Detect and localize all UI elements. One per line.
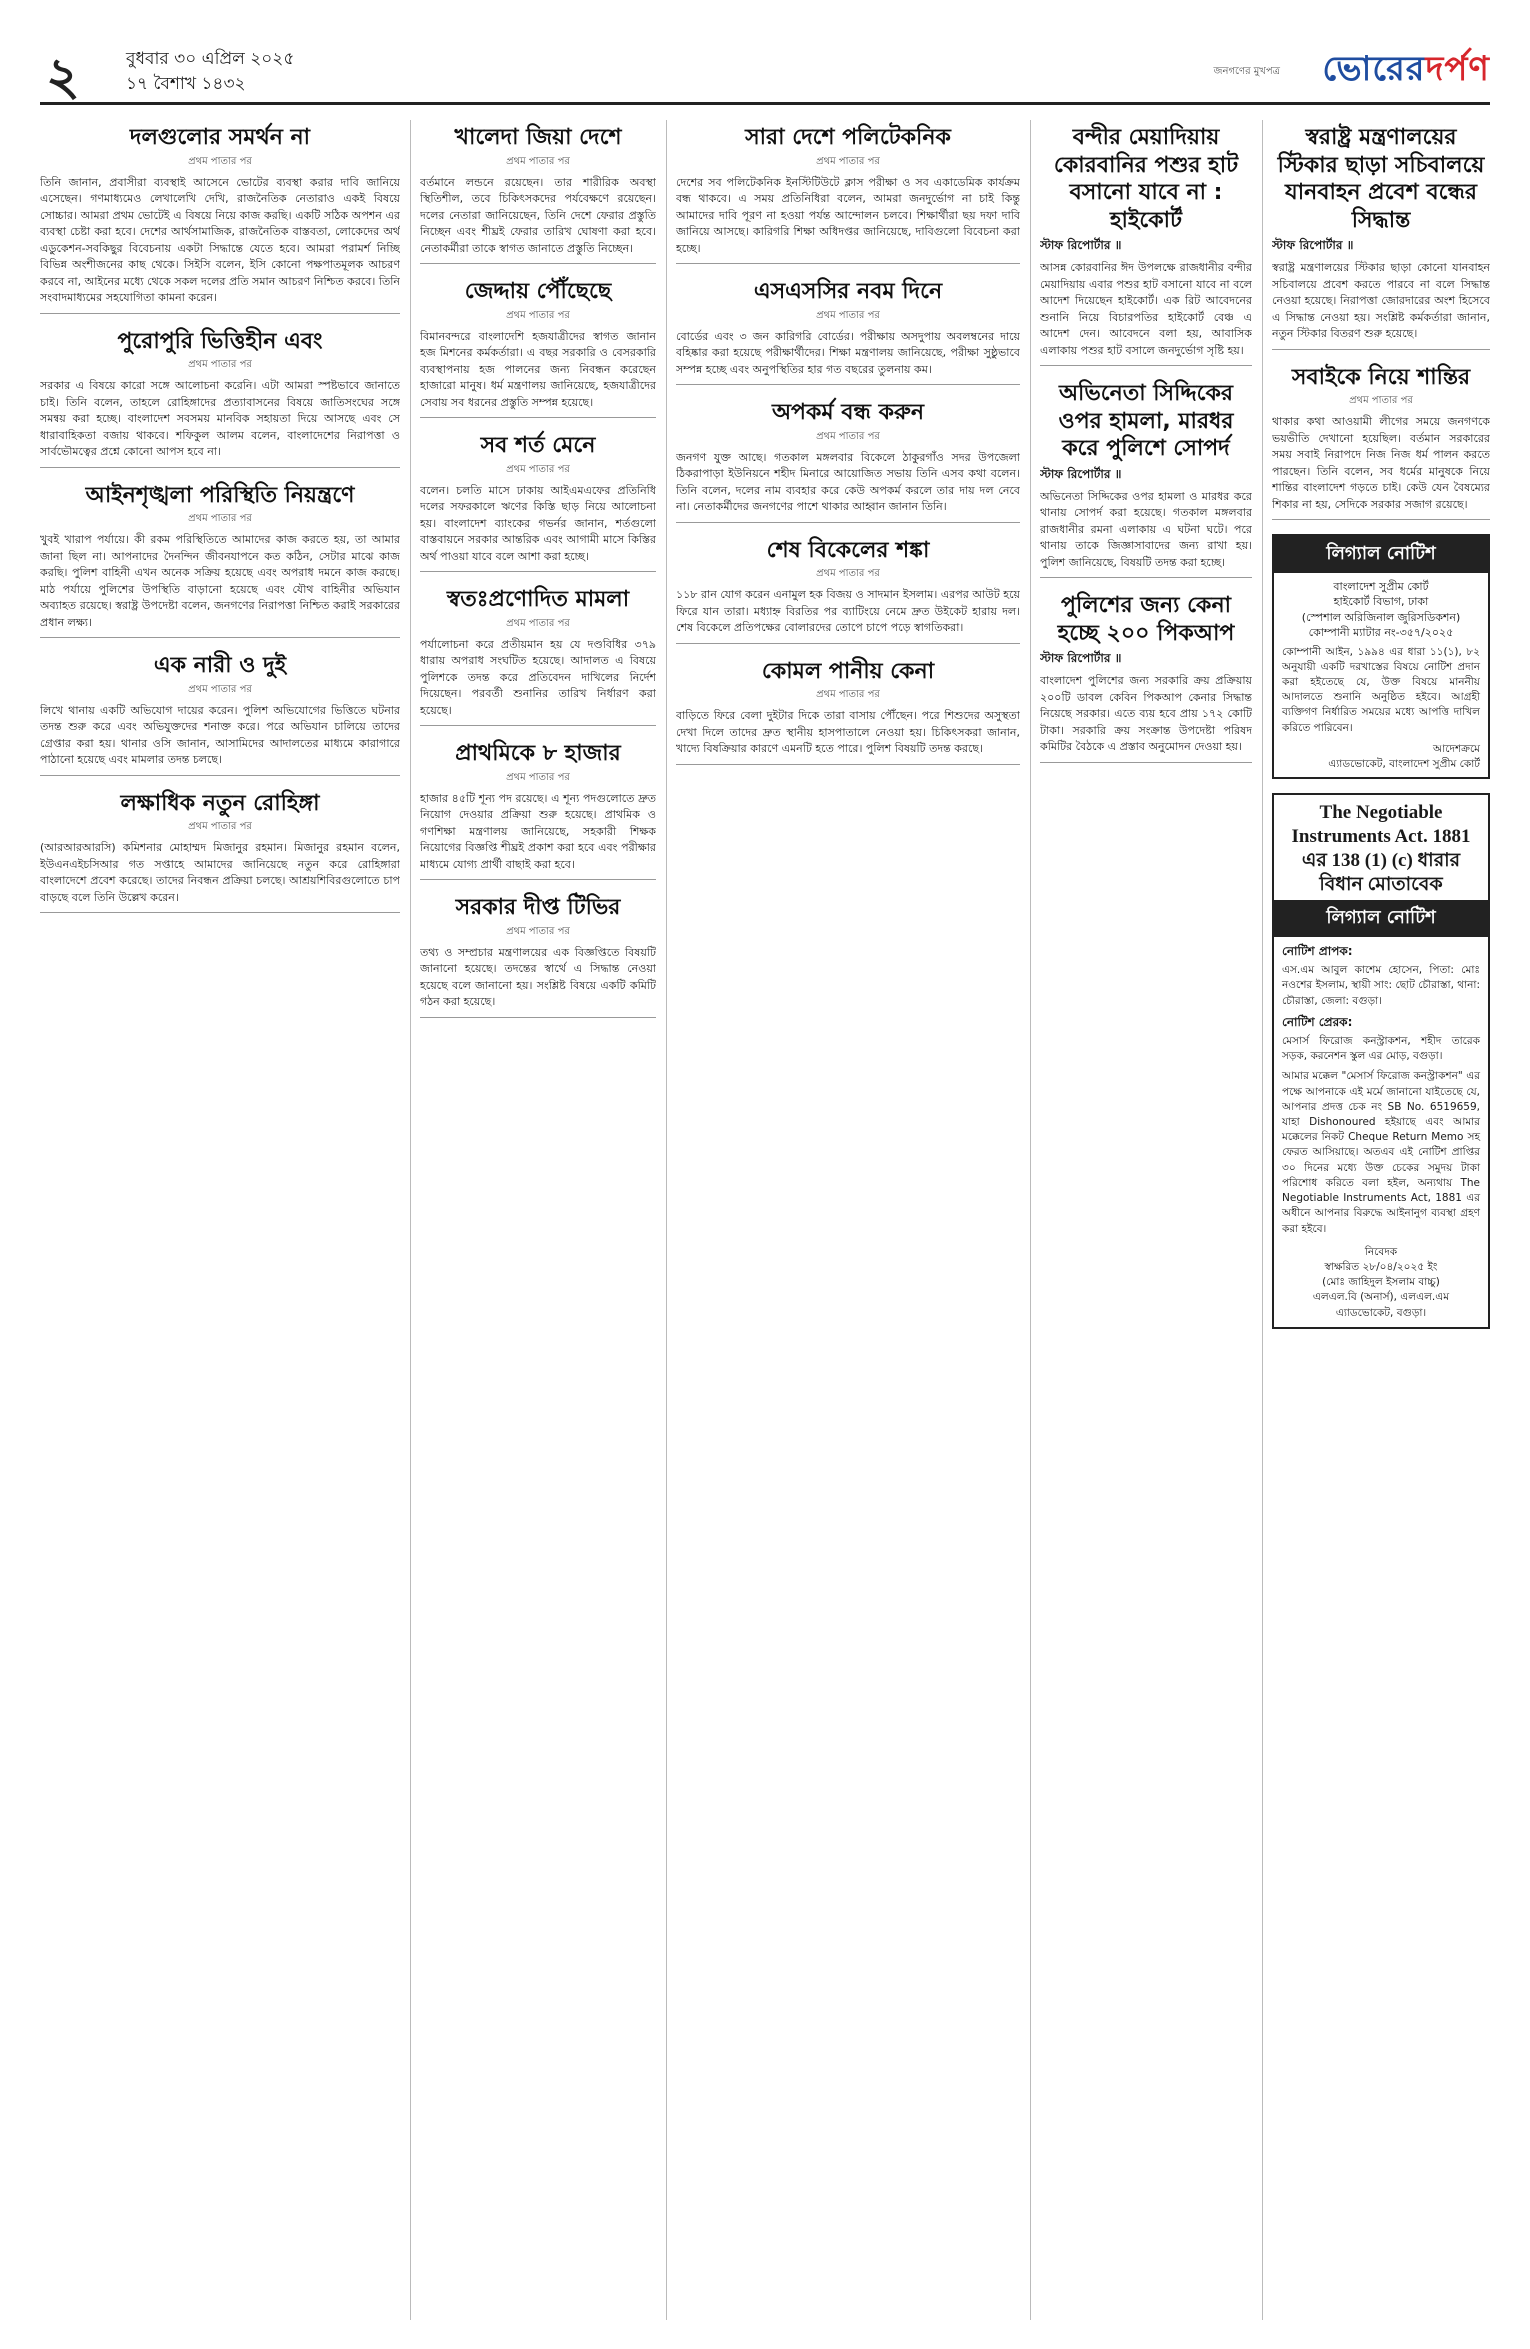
story-headline: খালেদা জিয়া দেশে (454, 125, 622, 150)
continuation-note: প্রথম পাতার পর (506, 463, 570, 475)
story-body: লিখে থানায় একটি অভিযোগ দায়ের করেন। পুলিশ অভিযোগের ভিত্তিতে ঘটনার তদন্ত শুরু করে এবং অভিযুক্তদের শনাক্ত করে। পরে অভিযান চালিয়ে তাদের গ্রেপ্তার করা হয়। থানার ওসি জানান, আসামিদের আদালতের মাধ্যমে কারাগারে পাঠানো হয়েছে এবং মামলার তদন্ত চলছে। (40, 703, 400, 766)
continuation-note: প্রথম পাতার পর (816, 689, 880, 700)
story-headline: স্বতঃপ্রণোদিত মামলা (446, 587, 630, 612)
story-headline: স্বরাষ্ট্র মন্ত্রণালয়ের স্টিকার ছাড়া সচিবালয়ে যানবাহন প্রবেশ বন্ধের সিদ্ধান্ত (1277, 125, 1485, 233)
legal-notice-2 (1272, 793, 1490, 1329)
notice1-sign: আদেশক্রমে এ্যাডভোকেট, বাংলাদেশ সুপ্রীম কোর্ট (1328, 742, 1480, 770)
continuation-note: প্রথম পাতার পর (188, 359, 252, 370)
notice2-recipient: এস.এম আবুল কাশেম হোসেন, পিতা: মোঃ নওশের ইসলাম, স্থায়ী সাং: ছোট চৌরাস্তা, থানা: চৌরাস্তা, জেলা: বগুড়া। (1282, 964, 1480, 1007)
continuation-note: প্রথম পাতার পর (816, 309, 880, 321)
news-story (676, 278, 1020, 385)
column-5 (1272, 120, 1490, 2320)
story-divider (40, 467, 400, 468)
continuation-note: প্রথম পাতার পর (188, 683, 252, 695)
story-headline: সরকার দীপ্ত টিভির (455, 895, 621, 920)
date-bengali: ১৭ বৈশাখ ১৪৩২ (126, 74, 246, 94)
story-headline: প্রাথমিকে ৮ হাজার (455, 741, 621, 766)
news-story (420, 740, 656, 880)
continuation-note: প্রথম পাতার পর (506, 309, 570, 321)
story-divider (676, 263, 1020, 264)
newspaper-logo (1290, 44, 1490, 94)
news-story (420, 124, 656, 264)
story-divider (1040, 762, 1252, 763)
notice2-sign: নিবেদক স্বাক্ষরিত ২৮/০৪/২০২৫ ইং (মোঃ জাহিদুল ইসলাম বাচ্চু) এলএল.বি (অনার্স), এলএল.এম এ্যাডভোকেট, বগুড়া। (1312, 1245, 1450, 1319)
continuation-note: প্রথম পাতার পর (188, 513, 252, 524)
news-story (40, 328, 400, 468)
story-body: পর্যালোচনা করে প্রতীয়মান হয় যে দণ্ডবিধির ৩৭৯ ধারায় অপরাধ সংঘটিত হয়েছে। আদালত এ বিষয়ে পুলিশকে তদন্ত করে প্রতিবেদন দাখিলের নির্দেশ দিয়েছেন। পরবর্তী শুনানির তারিখ নির্ধারণ করা হয়েছে। (420, 637, 656, 717)
story-byline: স্টাফ রিপোর্টার ॥ (1040, 651, 1122, 665)
story-headline: পুরোপুরি ভিত্তিহীন এবং (117, 328, 323, 354)
continuation-note: প্রথম পাতার পর (506, 155, 570, 167)
story-headline: সবাইকে নিয়ে শান্তির (1291, 364, 1471, 390)
news-story (40, 652, 400, 776)
tagline: জনগণের মুখপত্র (1213, 66, 1280, 77)
story-divider (1272, 349, 1490, 350)
continuation-note: প্রথম পাতার পর (506, 771, 570, 783)
story-byline: স্টাফ রিপোর্টার ॥ (1272, 238, 1354, 252)
column-3 (676, 120, 1020, 2320)
continuation-note: প্রথম পাতার পর (506, 617, 570, 629)
news-story (40, 482, 400, 639)
story-divider (1040, 577, 1252, 578)
story-divider (40, 637, 400, 638)
story-body: খুবই খারাপ পর্যায়ে। কী রকম পরিস্থিতিতে আমাদের কাজ করতে হয়, তা আমার জানা ছিল না। আপনাদের দৈনন্দিন জীবনযাপনে কত কঠিন, সেটার মাঝে কাজ করছি। পুলিশ বাহিনী এখন অনেক সক্রিয় হয়েছে এবং অপরাধ দমনে কাজ করছে। মাঠ পর্যায়ে পুলিশের উপস্থিতি বাড়ানো হয়েছে এবং যৌথ বাহিনীর অভিযান অব্যাহত রয়েছে। স্বরাষ্ট্র উপদেষ্টা বলেন, জনগণের নিরাপত্তা নিশ্চিত করাই সরকারের প্রধান লক্ষ্য। (40, 533, 400, 629)
story-body: স্বরাষ্ট্র মন্ত্রণালয়ের স্টিকার ছাড়া কোনো যানবাহন সচিবালয়ে প্রবেশ করতে পারবে না বলে সিদ্ধান্ত নেওয়া হয়েছে। নিরাপত্তা জোরদারের অংশ হিসেবে এ সিদ্ধান্ত নেওয়া হয়। সংশ্লিষ্ট কর্মকর্তারা জানান, নতুন স্টিকার বিতরণ শুরু হয়েছে। (1272, 261, 1490, 340)
story-byline: স্টাফ রিপোর্টার ॥ (1040, 238, 1122, 252)
story-body: জনগণ যুক্ত আছে। গতকাল মঙ্গলবার বিকেলে ঠাকুরগাঁও সদর উপজেলা ঠিকরাপাড়া ইউনিয়নে শহীদ মিনারে আয়োজিত সভায় তিনি এসব কথা বলেন। তিনি বলেন, দলের নাম ব্যবহার করে কেউ অপকর্ম করলে তার দায় দল নেবে না। নেতাকর্মীদের জনগণের পাশে থাকার আহ্বান জানান তিনি। (676, 450, 1020, 513)
story-headline: এসএসসির নবম দিনে (753, 279, 943, 304)
notice1-body: কোম্পানী আইন, ১৯৯৪ এর ধারা ১১(১), ৮২ অনুযায়ী একটি দরখাস্তের বিষয়ে নোটিশ প্রদান করা হইতেছে যে, উক্ত বিষয়ে মাননীয় আদালতে শুনানি অনুষ্ঠিত হইবে। আগ্রহী ব্যক্তিগণ নির্ধারিত সময়ের মধ্যে আপত্তি দাখিল করিতে পারিবেন। (1282, 645, 1480, 734)
notice2-sender: মেসার্স ফিরোজ কনস্ট্রাকশন, শহীদ তারেক সড়ক, করনেশন স্কুল এর মোড়, বগুড়া। (1282, 1034, 1480, 1063)
story-headline: বন্দীর মেয়াদিয়ায় কোরবানির পশুর হাট বসানো যাবে না : হাইকোর্ট (1053, 125, 1239, 233)
story-divider (420, 263, 656, 264)
story-body: তিনি জানান, প্রবাসীরা ব্যবস্থাই আসেনে ভোটের ব্যবস্থা করার দাবি জানিয়ে এসেছেন। গণমাধ্যমেও লেখালেখি দেখি, রাজনৈতিক নেতারাও একই বিষয়ে সোচ্চার। আমরা প্রথম ভোটেই এ বিষয়ে নিয়ে কাজ করছি। একটি সঠিক অপশন এর ব্যবস্থা চেষ্টা করা হবে। দেশের আর্থসামাজিক, রাজনৈতিক বাস্তবতা, লোকেদের অর্থ এডুকেশন-সবকিছুর বিবেচনায় একটা সিদ্ধান্তে যেতে হবে। আমরা পরামর্শ নিচ্ছি বিভিন্ন অংশীজনের কাছ থেকে। সিইসি বলেন, ইসি কোনো পক্ষপাতমূলক আচরণ করবে না, আইনের মধ্যে থেকে সকল দলের প্রতি সমান আচরণ নিশ্চিত করবে। তিনি সংবাদমাধ্যমের সহযোগিতা কামনা করেন। (40, 175, 400, 304)
page-header (40, 40, 1490, 105)
news-story (676, 399, 1020, 523)
logo-part1: ভোরের (1322, 49, 1426, 89)
story-divider (676, 643, 1020, 644)
news-story (420, 894, 656, 1018)
story-divider (1272, 519, 1490, 520)
notice2-head: The Negotiable Instruments Act. 1881 এর 138 (1) (c) ধারার বিধান মোতাবেক (1291, 802, 1471, 895)
news-story (1272, 364, 1490, 521)
news-story (40, 790, 400, 914)
story-divider (420, 417, 656, 418)
story-divider (420, 879, 656, 880)
logo-part2: দর্পণ (1425, 49, 1490, 89)
story-body: বাড়িতে ফিরে বেলা দুইটার দিকে তারা বাসায় পৌঁছেন। পরে শিশুদের অসুস্থতা দেখা দিলে তাদের দ্রুত স্থানীয় হাসপাতালে নেওয়া হয়। চিকিৎসকরা জানান, খাদ্যে বিষক্রিয়ার কারণে এমনটি হতে পারে। পুলিশ বিষয়টি তদন্ত করছে। (676, 709, 1020, 755)
story-headline: সব শর্ত মেনে (480, 433, 596, 458)
continuation-note: প্রথম পাতার পর (188, 155, 252, 167)
news-story (1040, 124, 1252, 366)
news-story (1040, 592, 1252, 763)
story-divider (40, 775, 400, 776)
news-story (420, 278, 656, 418)
news-story (676, 658, 1020, 765)
news-story (676, 124, 1020, 264)
news-story (420, 432, 656, 572)
news-story (40, 124, 400, 314)
story-headline: অপকর্ম বন্ধ করুন (772, 400, 924, 425)
story-divider (676, 384, 1020, 385)
story-divider (40, 912, 400, 913)
continuation-note: প্রথম পাতার পর (816, 568, 880, 579)
continuation-note: প্রথম পাতার পর (1349, 395, 1413, 406)
story-divider (420, 725, 656, 726)
story-body: (আরআরআরসি) কমিশনার মোহাম্মদ মিজানুর রহমান। মিজানুর রহমান বলেন, ইউএনএইচসিআর গত সপ্তাহে আমাদের জানিয়েছে নতুন করে রোহিঙ্গারা বাংলাদেশে প্রবেশ করেছে। তাদের নিবন্ধন প্রক্রিয়া চলছে। আশ্রয়শিবিরগুলোতে চাপ বাড়ছে বলে তিনি উল্লেখ করেন। (40, 841, 400, 904)
notice1-sub: বাংলাদেশ সুপ্রীম কোর্ট হাইকোর্ট বিভাগ, ঢাকা (স্পেশাল অরিজিনাল জুরিসডিকশন) কোম্পানী ম্যাটার নং-৩৫৭/২০২৫ (1301, 580, 1461, 640)
story-headline: পুলিশের জন্য কেনা হচ্ছে ২০০ পিকআপ (1057, 593, 1235, 646)
notice2-sender-label: নোটিশ প্রেরক: (1282, 1014, 1353, 1029)
story-headline: কোমল পানীয় কেনা (761, 658, 935, 684)
story-body: দেশের সব পলিটেকনিক ইনস্টিটিউটে ক্লাস পরীক্ষা ও সব একাডেমিক কার্যক্রম বন্ধ থাকবে। এ সময় প্রতিনিধিরা বলেন, আমরা জনদুর্ভোগ না চাই কিন্তু আমাদের দাবি পূরণ না হওয়া পর্যন্ত আন্দোলন চলবে। শিক্ষার্থীরা ছয় দফা দাবি জানিয়ে আসছে। কারিগরি শিক্ষা অধিদপ্তর জানিয়েছে, দাবিগুলো বিবেচনা করা হচ্ছে। (676, 175, 1020, 255)
story-headline: শেষ বিকেলের শঙ্কা (766, 537, 930, 563)
story-body: তথ্য ও সম্প্রচার মন্ত্রণালয়ের এক বিজ্ঞপ্তিতে বিষয়টি জানানো হয়েছে। তদন্তের স্বার্থে এ সিদ্ধান্ত নেওয়া হয়েছে বলে জানানো হয়। সংশ্লিষ্ট বিষয়ে একটি কমিটি গঠন করা হয়েছে। (420, 945, 656, 1008)
story-divider (676, 522, 1020, 523)
column-4 (1040, 120, 1252, 2320)
story-headline: লক্ষাধিক নতুন রোহিঙ্গা (120, 790, 320, 816)
notice2-title: লিগ্যাল নোটিশ (1274, 900, 1488, 937)
story-body: বাংলাদেশ পুলিশের জন্য সরকারি ক্রয় প্রক্রিয়ায় ২০০টি ডাবল কেবিন পিকআপ কেনার সিদ্ধান্ত নিয়েছে সরকার। এতে ব্যয় হবে প্রায় ১৭২ কোটি টাকা। সরকারি ক্রয় সংক্রান্ত উপদেষ্টা পরিষদ কমিটির বৈঠকে এ প্রস্তাব অনুমোদন দেওয়া হয়। (1040, 674, 1252, 753)
continuation-note: প্রথম পাতার পর (816, 430, 880, 442)
story-headline: অভিনেতা সিদ্দিকের ওপর হামলা, মারধর করে পুলিশে সোপর্দ (1058, 381, 1234, 461)
story-headline: জেদ্দায় পৌঁছেছে (464, 279, 612, 304)
story-headline: দলগুলোর সমর্থন না (129, 125, 311, 150)
continuation-note: প্রথম পাতার পর (188, 821, 252, 832)
story-headline: এক নারী ও দুই (153, 653, 287, 678)
news-story (1272, 124, 1490, 350)
story-body: থাকার কথা আওয়ামী লীগের সময়ে জনগণকে ভয়ভীতি দেখানো হয়েছিল। বর্তমান সরকারের সময় সবাই নিরাপদে নিজ নিজ ধর্ম পালন করতে পারছেন। তিনি বলেন, সব ধর্মের মানুষকে নিয়ে শান্তির বাংলাদেশ গড়তে চাই। কেউ যেন বৈষম্যের শিকার না হয়, সেদিকে সরকার সজাগ রয়েছে। (1272, 415, 1490, 511)
story-body: বিমানবন্দরে বাংলাদেশি হজযাত্রীদের স্বাগত জানান হজ মিশনের কর্মকর্তারা। এ বছর সরকারি ও বেসরকারি ব্যবস্থাপনায় হজ পালনের জন্য নিবন্ধন করেছেন হাজারো মানুষ। ধর্ম মন্ত্রণালয় জানিয়েছে, হজযাত্রীদের সেবায় সব ধরনের প্রস্তুতি সম্পন্ন হয়েছে। (420, 329, 656, 409)
date-weekday: বুধবার ৩০ এপ্রিল ২০২৫ (126, 49, 295, 69)
continuation-note: প্রথম পাতার পর (816, 155, 880, 167)
news-story (420, 586, 656, 726)
column-1 (40, 120, 400, 2320)
news-story (676, 537, 1020, 644)
story-divider (40, 313, 400, 314)
news-story (1040, 380, 1252, 578)
story-body: হাজার ৪৫টি শূন্য পদ রয়েছে। এ শূন্য পদগুলোতে দ্রুত নিয়োগ দেওয়ার প্রক্রিয়া শুরু হয়েছে। প্রাথমিক ও গণশিক্ষা মন্ত্রণালয় জানিয়েছে, সহকারী শিক্ষক নিয়োগের বিজ্ঞপ্তি শীঘ্রই প্রকাশ করা হবে এবং পরীক্ষার মাধ্যমে যোগ্য প্রার্থী বাছাই করা হবে। (420, 791, 656, 871)
notice1-title: লিগ্যাল নোটিশ (1274, 536, 1488, 573)
story-body: বলেন। চলতি মাসে ঢাকায় আইএমএফের প্রতিনিধি দলের সফরকালে ঋণের কিস্তি ছাড় নিয়ে আলোচনা হয়। বাংলাদেশ ব্যাংকের গভর্নর জানান, শর্তগুলো বাস্তবায়নে সরকার আন্তরিক এবং আগামী মাসে কিস্তির অর্থ পাওয়া যাবে বলে আশা করা হচ্ছে। (420, 483, 656, 563)
legal-notice-1 (1272, 534, 1490, 779)
story-body: ১১৮ রান যোগ করেন এনামুল হক বিজয় ও সাদমান ইসলাম। এরপর আউট হয়ে ফিরে যান তারা। মধ্যাহ্ন বিরতির পর ব্যাটিংয়ে নেমে দ্রুত উইকেট হারায় দল। শেষ বিকেলে প্রতিপক্ষের বোলারদের তোপে চাপে পড়ে স্বাগতিকরা। (676, 588, 1020, 634)
story-body: বর্তমানে লন্ডনে রয়েছেন। তার শারীরিক অবস্থা স্থিতিশীল, তবে চিকিৎসকদের পর্যবেক্ষণে রয়েছেন। দলের নেতারা জানিয়েছেন, তিনি দেশে ফেরার প্রস্তুতি নিচ্ছেন এবং শীঘ্রই ফেরার তারিখ ঘোষণা করা হবে। নেতাকর্মীরা তাকে স্বাগত জানাতে প্রস্তুতি নিচ্ছেন। (420, 175, 656, 255)
story-headline: সারা দেশে পলিটেকনিক (745, 125, 951, 150)
column-2 (420, 120, 656, 2320)
story-divider (1040, 365, 1252, 366)
story-byline: স্টাফ রিপোর্টার ॥ (1040, 466, 1122, 481)
page-number: ২ (46, 46, 80, 107)
continuation-note: প্রথম পাতার পর (506, 925, 570, 937)
notice2-body: আমার মক্কেল "মেসার্স ফিরোজ কনস্ট্রাকশন" এর পক্ষে আপনাকে এই মর্মে জানানো যাইতেছে যে, আপনার প্রদত্ত চেক নং SB No. 6519659, যাহা Dishonoured হইয়াছে এবং আমার মক্কেলের নিকট Cheque Return Memo সহ ফেরত আসিয়াছে। অতএব এই নোটিশ প্রাপ্তির ৩০ দিনের মধ্যে উক্ত চেকের সমুদয় টাকা পরিশোধ করিতে বলা হইল, অন্যথায় The Negotiable Instruments Act, 1881 এর অধীনে আপনার বিরুদ্ধে আইনানুগ ব্যবস্থা গ্রহণ করা হইবে। (1282, 1070, 1480, 1235)
story-headline: আইনশৃঙ্খলা পরিস্থিতি নিয়ন্ত্রণে (85, 482, 355, 508)
notice2-recipient-label: নোটিশ প্রাপক: (1282, 944, 1353, 959)
story-divider (676, 764, 1020, 765)
story-divider (420, 1017, 656, 1018)
story-body: আসন্ন কোরবানির ঈদ উপলক্ষে রাজধানীর বন্দীর মেয়াদিয়ায় এবার পশুর হাট বসানো যাবে না বলে আদেশ দিয়েছেন হাইকোর্ট। এক রিট আবেদনের শুনানি নিয়ে বিচারপতির হাইকোর্ট বেঞ্চ এ আদেশ দেন। আবেদনে বলা হয়, আবাসিক এলাকায় পশুর হাট বসালে জনদুর্ভোগ সৃষ্টি হয়। (1040, 261, 1252, 357)
story-body: বোর্ডের এবং ৩ জন কারিগরি বোর্ডের। পরীক্ষায় অসদুপায় অবলম্বনের দায়ে বহিষ্কার করা হয়েছে পরীক্ষার্থীদের। শিক্ষা মন্ত্রণালয় জানিয়েছে, পরীক্ষা সুষ্ঠুভাবে সম্পন্ন হচ্ছে এবং অনুপস্থিতির হার গত বছরের তুলনায় কম। (676, 329, 1020, 376)
story-body: সরকার এ বিষয়ে কারো সঙ্গে আলোচনা করেনি। এটা আমরা স্পষ্টভাবে জানাতে চাই। তিনি বলেন, তাহলে রোহিঙ্গাদের প্রত্যাবাসনের বিষয়ে জাতিসংঘের সঙ্গে সমন্বয় করা হচ্ছে। বাংলাদেশ সবসময় মানবিক সহায়তা দিয়ে আসছে এবং সে ধারাবাহিকতা বজায় থাকবে। শফিকুল আলম বলেন, বাংলাদেশের নিরাপত্তা ও সার্বভৌমত্বের প্রশ্নে কোনো আপস হবে না। (40, 379, 400, 458)
story-body: অভিনেতা সিদ্দিকের ওপর হামলা ও মারধর করে থানায় সোপর্দ করা হয়েছে। গতকাল মঙ্গলবার রাজধানীর রমনা এলাকায় এ ঘটনা ঘটে। পরে থানায় তাকে জিজ্ঞাসাবাদের জন্য রাখা হয়। পুলিশ জানিয়েছে, বিষয়টি তদন্ত করা হচ্ছে। (1040, 489, 1252, 569)
story-divider (420, 571, 656, 572)
